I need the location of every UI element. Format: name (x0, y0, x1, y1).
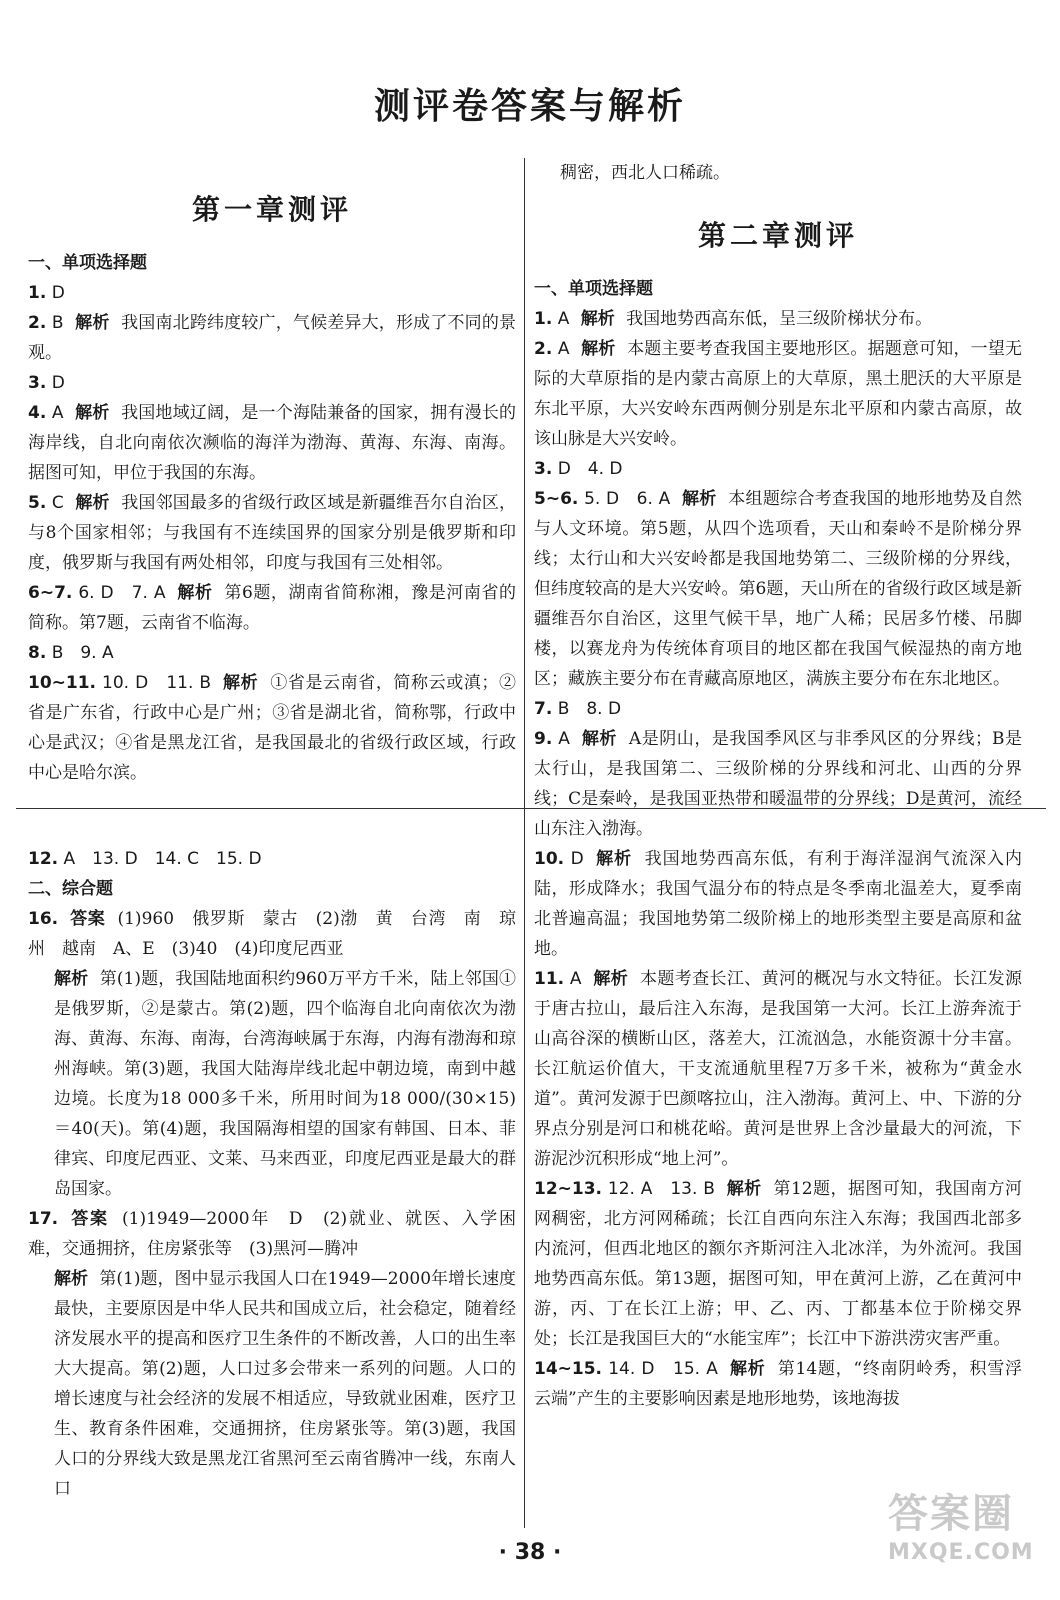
answer-value: 10. D 11. B (102, 673, 212, 693)
section-heading: 一、单项选择题 (534, 279, 653, 299)
question-list (28, 278, 516, 788)
question-item (28, 308, 516, 368)
analysis-text: 第(1)题，我国陆地面积约960万平方千米，陆上邻国①是俄罗斯，②是蒙古。第(2)题，四个临海自北向南依次为渤海、黄海、东海、南海，台湾海峡属于东海，内海有渤海和琼州海峡。第(3)题，我国大陆海岸线北起中朝边境，南到中越边境。长度为18 000多千米，所用时间为18 000/(30×15)＝40(天)。第(4)题，我国隔海相望的国家有韩国、日本、菲律宾、印度尼西亚、文莱、马来西亚，印度尼西亚是最大的群岛国家。 (54, 969, 517, 1199)
question-number: 16. (28, 909, 59, 929)
question-item (28, 368, 516, 398)
answer-label: 答案 (70, 909, 106, 929)
question-item (28, 488, 516, 578)
analysis-label: 解析 (596, 849, 633, 869)
analysis-label: 解析 (681, 489, 717, 509)
answer-value: A 13. D 14. C 15. D (63, 849, 262, 869)
analysis-text: 我国地域辽阔，是一个海陆兼备的国家，拥有漫长的海岸线，自北向南依次濒临的海洋为渤海、黄海、东海、南海。据图可知，甲位于我国的东海。 (28, 403, 517, 483)
answer-value: C (51, 493, 64, 513)
question-item (28, 278, 516, 308)
analysis-label: 解析 (223, 673, 259, 693)
analysis-label: 解析 (75, 313, 110, 333)
question-number: 7. (534, 699, 553, 719)
analysis-text: 本题主要考查我国主要地形区。据题意可知，一望无际的大草原指的是内蒙古高原上的大草原，黑土肥沃的大平原是东北平原，大兴安岭东西两侧分别是东北平原和内蒙古高原，故该山脉是大兴安岭。 (534, 339, 1023, 449)
question-number: 10~11. (28, 673, 97, 693)
question-number: 12. (28, 849, 59, 869)
analysis-text: 我国邻国最多的省级行政区域是新疆维吾尔自治区，与8个国家相邻；与我国有不连续国界的国家分别是俄罗斯和印度，俄罗斯与我国有两处相邻，印度与我国有三处相邻。 (28, 493, 517, 573)
answer-value: B 9. A (51, 643, 114, 663)
analysis-text: 我国地势西高东低，有利于海洋湿润气流深入内陆，形成降水；我国气温分布的特点是冬季南北温差大，夏季南北普遍高温；我国地势第二级阶梯上的地形类型主要是高原和盆地。 (534, 849, 1023, 959)
answer-value: A (557, 309, 570, 329)
question-item (534, 724, 1022, 844)
watermark-text: 答案圈 (888, 1491, 1014, 1537)
analysis-text: 我国南北跨纬度较广，气候差异大，形成了不同的景观。 (28, 313, 517, 363)
answer-value: B (51, 313, 64, 333)
answer-value: A (558, 729, 570, 749)
question-item (28, 578, 516, 638)
answer-value: D 4. D (557, 459, 623, 479)
analysis-text: A是阴山，是我国季风区与非季风区的分界线；B是太行山，是我国第二、三级阶梯的分界线和河北、山西的分界线；C是秦岭，是我国亚热带和暖温带的分界线；D是黄河，流经山东注入渤海。 (534, 729, 1023, 839)
analysis-text: 本组题综合考查我国的地形地势及自然与人文环境。第5题，从四个选项看，天山和秦岭不是阶梯分界线；太行山和大兴安岭都是我国地势第二、三级阶梯的分界线，但纬度较高的是大兴安岭。第6题，天山所在的省级行政区域是新疆维吾尔自治区，这里气候干旱，地广人稀；民居多竹楼、吊脚楼，以赛龙舟为传统体育项目的地区都在我国气候湿热的南方地区；藏族主要分布在青藏高原地区，满族主要分布在东北地区。 (534, 489, 1023, 689)
question-item (28, 638, 516, 668)
left-column (28, 180, 516, 1504)
column-divider (524, 158, 525, 1528)
analysis-label: 解析 (75, 493, 110, 513)
analysis-text: ①省是云南省，简称云或滇；②省是广东省，行政中心是广州；③省是湖北省，简称鄂，行政中心是武汉；④省是黑龙江省，是我国最北的省级行政区域，行政中心是哈尔滨。 (28, 673, 516, 783)
right-column (534, 158, 1022, 1414)
analysis-16 (28, 964, 516, 1204)
section-heading: 二、综合题 (28, 879, 113, 899)
question-item (28, 668, 516, 788)
question-number: 2. (28, 313, 47, 333)
question-item (534, 454, 1022, 484)
answer-value: D (51, 373, 65, 393)
watermark-url: MXQE.COM (888, 1540, 1034, 1565)
analysis-text: 第12题，据图可知，我国南方河网稠密，北方河网稀疏；长江自西向东注入东海；我国西北部多内流河，但西北地区的额尔齐斯河注入北冰洋，为外流河。我国地势西高东低。第13题，据图可知，甲在黄河上游，乙在黄河中游，丙、丁在长江上游；甲、乙、丙、丁都基本位于阶梯交界处；长江是我国巨大的“水能宝库”；长江中下游洪涝灾害严重。 (534, 1179, 1023, 1349)
answer-value: B 8. D (557, 699, 622, 719)
analysis-label: 解析 (730, 1359, 766, 1379)
question-item (534, 964, 1022, 1174)
analysis-text: 第6题，湖南省简称湘，豫是河南省的简称。第7题，云南省不临海。 (28, 583, 517, 633)
page-title: 测评卷答案与解析 (373, 85, 686, 127)
analysis-label: 解析 (75, 403, 110, 423)
watermark-logo (888, 1488, 1048, 1588)
question-17 (28, 1204, 516, 1264)
question-list (534, 304, 1022, 1414)
answer-value: 5. D 6. A (584, 489, 671, 509)
question-item (534, 694, 1022, 724)
question-number: 1. (28, 283, 47, 303)
spacer (28, 788, 516, 844)
chapter-title-1: 第一章测评 (191, 193, 352, 226)
question-number: 10. (534, 849, 565, 869)
analysis-text: 我国地势西高东低，呈三级阶梯状分布。 (626, 309, 933, 329)
analysis-label: 解析 (54, 969, 89, 989)
question-number: 17. (28, 1209, 59, 1229)
analysis-text: 第(1)题，图中显示我国人口在1949—2000年增长速度最快，主要原因是中华人民共和国成立后，社会稳定，随着经济发展水平的提高和医疗卫生条件的不断改善，人口的出生率大大提高。第(2)题，人口过多会带来一系列的问题。人口的增长速度与社会经济的发展不相适应，导致就业困难，医疗卫生、教育条件困难，交通拥挤，住房紧张等。第(3)题，我国人口的分界线大致是黑龙江省黑河至云南省腾冲一线，东南人口 (54, 1269, 517, 1499)
question-list (28, 844, 516, 874)
answer-value: 12. A 13. B (607, 1179, 715, 1199)
analysis-text: 本题考查长江、黄河的概况与水文特征。长江发源于唐古拉山，最后注入东海，是我国第一大河。长江上游奔流于山高谷深的横断山区，落差大，江流汹急，水能资源十分丰富。长江航运价值大，干支流通航里程7万多千米，被称为“黄金水道”。黄河发源于巴颜喀拉山，注入渤海。黄河上、中、下游的分界点分别是河口和桃花峪。黄河是世界上含沙量最大的河流，下游泥沙沉积形成“地上河”。 (534, 969, 1023, 1169)
question-number: 3. (534, 459, 553, 479)
question-number: 6~7. (28, 583, 73, 603)
analysis-label: 解析 (177, 583, 213, 603)
analysis-label: 解析 (726, 1179, 762, 1199)
analysis-label: 解析 (580, 309, 615, 329)
section-heading: 一、单项选择题 (28, 253, 147, 273)
question-number: 5~6. (534, 489, 579, 509)
page-number: · 38 · (498, 1540, 562, 1565)
analysis-17 (28, 1264, 516, 1504)
question-number: 12~13. (534, 1179, 603, 1199)
question-number: 8. (28, 643, 47, 663)
continuation-text: 稠密，西北人口稀疏。 (560, 163, 730, 183)
question-item (28, 398, 516, 488)
analysis-label: 解析 (581, 729, 617, 749)
question-item (534, 304, 1022, 334)
question-number: 11. (534, 969, 565, 989)
question-item (534, 1174, 1022, 1354)
question-number: 9. (534, 729, 553, 749)
answer-value: A (557, 339, 570, 359)
question-item (534, 484, 1022, 694)
answer-value: A (51, 403, 64, 423)
question-item (534, 844, 1022, 964)
chapter-title-2: 第二章测评 (697, 219, 858, 252)
question-number: 3. (28, 373, 47, 393)
answer-value: D (570, 849, 584, 869)
answer-text: (1)960 俄罗斯 蒙古 (2)渤 黄 台湾 南 琼州 越南 A、E (3)40 (4)印度尼西亚 (28, 909, 517, 959)
answer-value: A (569, 969, 582, 989)
analysis-label: 解析 (581, 339, 616, 359)
question-number: 2. (534, 339, 553, 359)
question-item (534, 334, 1022, 454)
question-16 (28, 904, 516, 964)
analysis-label: 解析 (593, 969, 629, 989)
question-number: 1. (534, 309, 553, 329)
question-number: 5. (28, 493, 47, 513)
answer-value: 6. D 7. A (78, 583, 166, 603)
answer-text: (1)1949—2000年 D (2)就业、就医、入学困难，交通拥挤，住房紧张等 (3)黑河—腾冲 (28, 1209, 517, 1259)
question-item (534, 1354, 1022, 1414)
analysis-label: 解析 (54, 1269, 88, 1289)
question-number: 14~15. (534, 1359, 603, 1379)
answer-value: D (51, 283, 65, 303)
answer-label: 答案 (71, 1209, 109, 1229)
answer-value: 14. D 15. A (608, 1359, 718, 1379)
analysis-text: 第14题，“终南阴岭秀，积雪浮云端”产生的主要影响因素是地形地势，该地海拔 (534, 1359, 1022, 1409)
question-number: 4. (28, 403, 47, 423)
question-item (28, 844, 516, 874)
